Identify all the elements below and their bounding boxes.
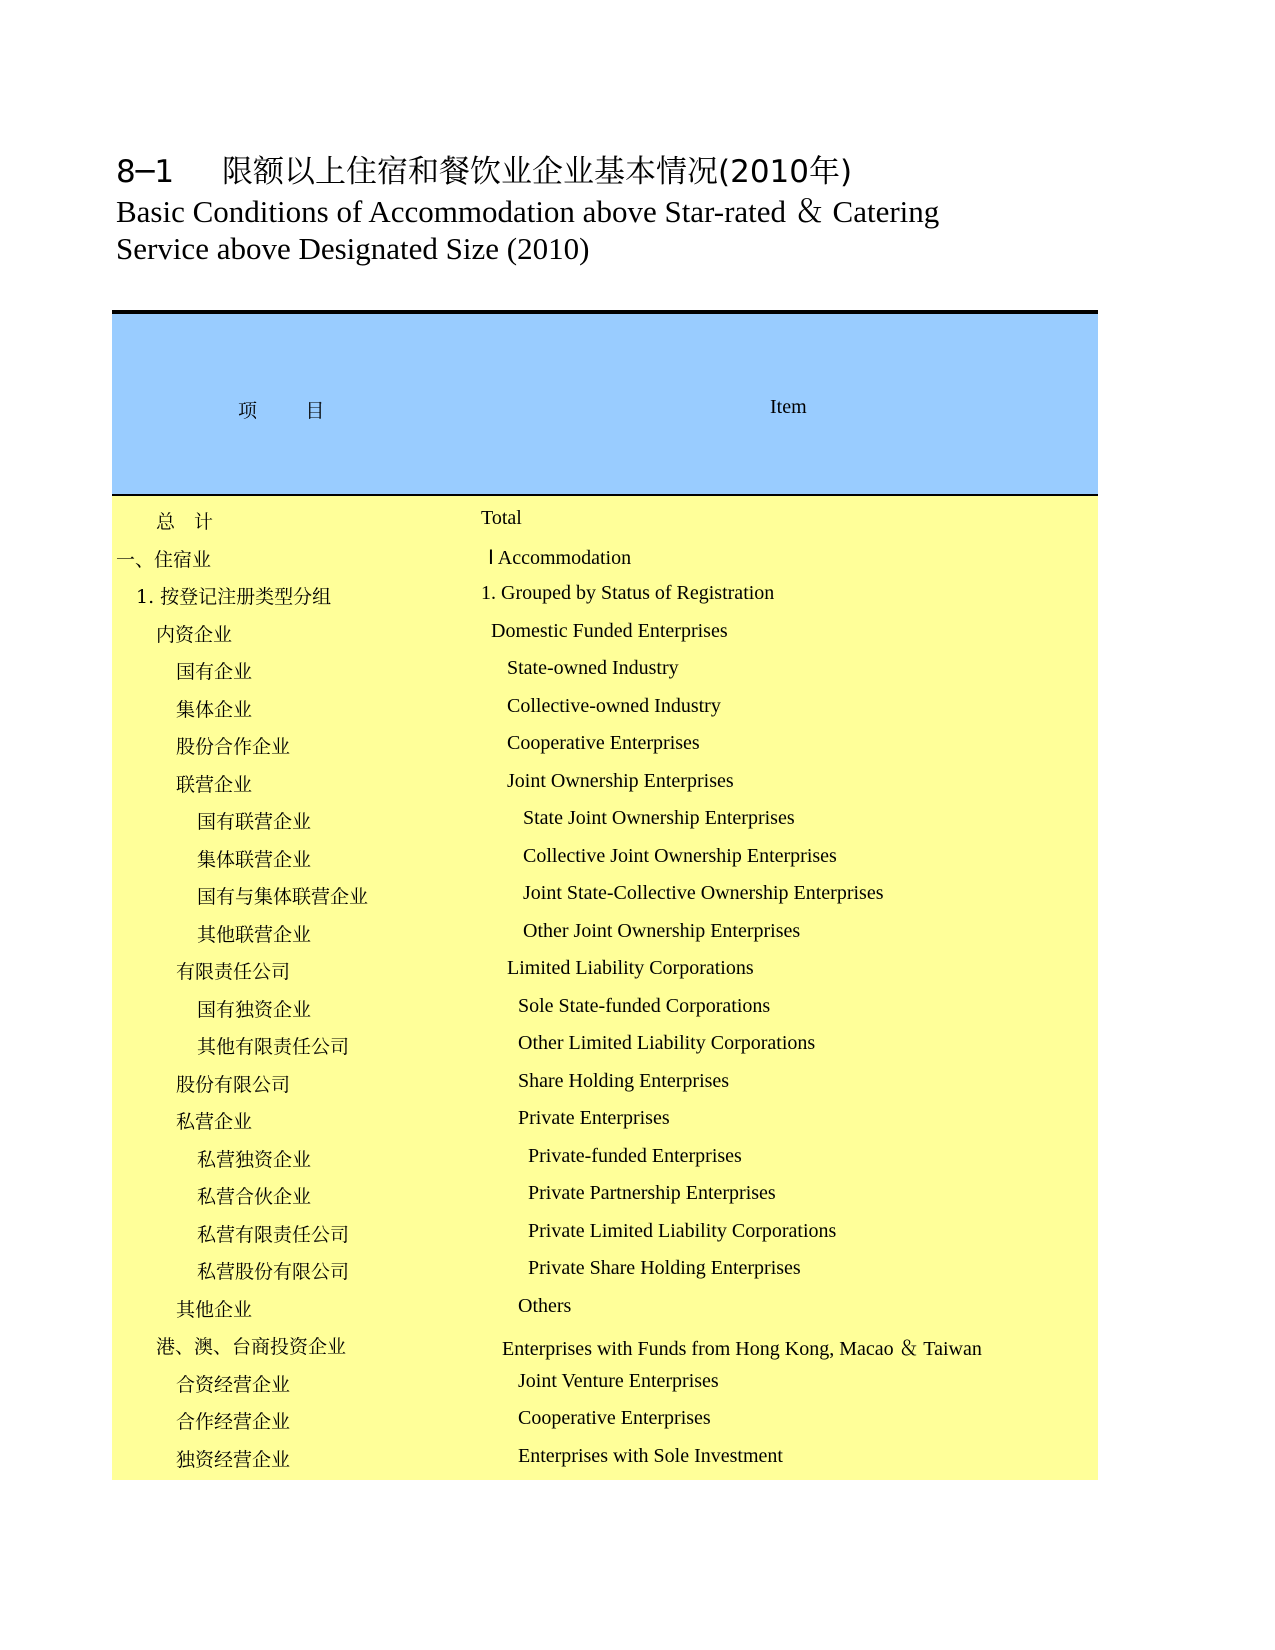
row-label-en: Other Limited Liability Corporations (518, 1032, 816, 1054)
row-label-en: Domestic Funded Enterprises (491, 619, 728, 642)
table-row (112, 837, 1098, 875)
row-label-cn: 1. 按登记注册类型分组 (136, 586, 332, 608)
row-label-cn: 内资企业 (156, 623, 233, 646)
row-label-en: Cooperative Enterprises (507, 732, 700, 754)
table-row (112, 987, 1098, 1025)
table-row (112, 649, 1098, 687)
row-label-en: State Joint Ownership Enterprises (523, 807, 795, 829)
row-label-cn: 其他企业 (176, 1298, 253, 1321)
table-row (112, 1062, 1098, 1100)
row-label-cn: 其他有限责任公司 (197, 1036, 350, 1058)
row-label-en: Sole State-funded Corporations (518, 994, 771, 1017)
row-label-cn: 私营有限责任公司 (197, 1223, 350, 1246)
row-label-cn: 国有企业 (176, 661, 253, 683)
table-title-en: Basic Conditions of Accommodation above Star-rated ＆ Catering Service above Designated Size (2010) (116, 194, 940, 266)
row-label-cn: 独资经营企业 (176, 1448, 291, 1471)
table-row (112, 1287, 1098, 1325)
header-item-cn: 项 目 (238, 400, 325, 422)
row-label-en: Share Holding Enterprises (518, 1069, 730, 1092)
row-label-en: Private Enterprises (518, 1107, 670, 1129)
table-row (112, 1174, 1098, 1212)
table-row (112, 1212, 1098, 1250)
row-label-en: 1. Grouped by Status of Registration (481, 582, 775, 604)
table-row (112, 1324, 1098, 1362)
row-label-cn: 股份合作企业 (176, 736, 291, 758)
row-label-cn: 私营企业 (176, 1111, 253, 1133)
table-row (112, 799, 1098, 837)
row-label-cn: 私营合伙企业 (197, 1186, 312, 1208)
row-label-en: Enterprises with Funds from Hong Kong, Macao ＆ Taiwan (502, 1338, 982, 1360)
table-number: 8─1 (116, 154, 175, 190)
row-label-cn: 联营企业 (176, 773, 253, 796)
row-label-cn: 集体联营企业 (197, 848, 312, 871)
table-row (112, 1362, 1098, 1400)
row-label-cn: 国有联营企业 (197, 811, 312, 833)
row-label-en: State-owned Industry (507, 657, 679, 679)
table-row (112, 949, 1098, 987)
row-label-en: Enterprises with Sole Investment (518, 1444, 783, 1467)
row-label-cn: 私营股份有限公司 (197, 1261, 350, 1283)
row-label-cn: 有限责任公司 (176, 961, 291, 983)
row-label-en: Collective-owned Industry (507, 694, 721, 717)
table-row (112, 912, 1098, 950)
row-label-cn: 其他联营企业 (197, 923, 312, 946)
row-label-cn: 合资经营企业 (176, 1373, 291, 1396)
table-row (112, 499, 1098, 537)
row-label-en: Limited Liability Corporations (507, 957, 754, 979)
row-label-en: Joint State-Collective Ownership Enterprises (523, 882, 884, 904)
statistics-table (112, 310, 1098, 1480)
row-label-en: Joint Ownership Enterprises (507, 769, 734, 792)
row-label-en: Other Joint Ownership Enterprises (523, 919, 801, 942)
row-label-en: Private Share Holding Enterprises (528, 1257, 801, 1279)
table-row (112, 874, 1098, 912)
row-label-en: Collective Joint Ownership Enterprises (523, 844, 837, 867)
table-title-cn (116, 146, 852, 191)
row-label-cn: 国有与集体联营企业 (197, 886, 369, 908)
row-label-cn: 股份有限公司 (176, 1073, 291, 1096)
row-label-en: Others (518, 1294, 572, 1317)
row-label-en: Cooperative Enterprises (518, 1407, 711, 1429)
table-row (112, 1137, 1098, 1175)
row-label-en: Private Limited Liability Corporations (528, 1219, 837, 1242)
row-label-en: Ⅰ Accommodation (488, 546, 632, 569)
row-label-cn: 一、住宿业 (116, 548, 212, 571)
table-header (112, 314, 1098, 496)
table-row (112, 537, 1098, 575)
row-label-en: Joint Venture Enterprises (518, 1369, 719, 1392)
row-label-cn: 国有独资企业 (197, 998, 312, 1021)
table-row (112, 1099, 1098, 1137)
row-label-en: Private Partnership Enterprises (528, 1182, 776, 1204)
table-row (112, 1024, 1098, 1062)
row-label-cn: 总 计 (156, 511, 214, 533)
table-row (112, 1249, 1098, 1287)
table-row (112, 762, 1098, 800)
row-label-cn: 港、澳、台商投资企业 (156, 1336, 347, 1358)
header-item-en: Item (770, 396, 807, 418)
table-row (112, 612, 1098, 650)
row-label-cn: 私营独资企业 (197, 1148, 312, 1171)
table-row (112, 724, 1098, 762)
row-label-cn: 集体企业 (176, 698, 253, 721)
table-row (112, 1437, 1098, 1475)
row-label-en: Total (481, 507, 522, 529)
row-label-cn: 合作经营企业 (176, 1411, 291, 1433)
table-body (112, 496, 1098, 1480)
row-label-en: Private-funded Enterprises (528, 1144, 742, 1167)
title-text-cn: 限额以上住宿和餐饮业企业基本情况(2010年) (222, 154, 853, 190)
table-row (112, 687, 1098, 725)
table-row (112, 1399, 1098, 1437)
table-row (112, 574, 1098, 612)
